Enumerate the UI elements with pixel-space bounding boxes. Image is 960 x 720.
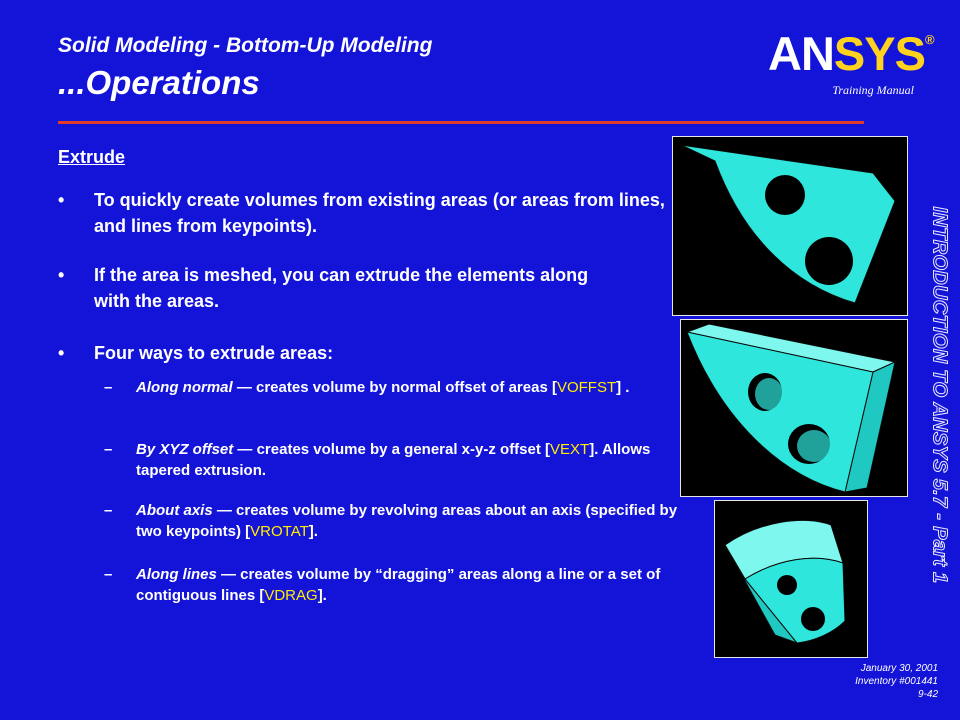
method-name: Along lines	[136, 566, 217, 583]
bullet-item	[58, 187, 668, 239]
slide-subtitle: Solid Modeling - Bottom-Up Modeling	[58, 34, 433, 57]
method-name: About axis	[136, 502, 213, 519]
dash-glyph: –	[104, 441, 113, 458]
registered-mark: ®	[924, 32, 934, 47]
command-end: ].	[317, 587, 327, 604]
dash-glyph: –	[104, 502, 113, 519]
sub-item-about-axis	[104, 500, 678, 542]
bullet-item	[58, 262, 618, 314]
command-name: VROTAT	[250, 523, 309, 540]
side-course-title	[924, 140, 954, 650]
flat-area-shape	[673, 137, 907, 315]
extruded-volume-shape	[681, 320, 907, 496]
logo-text-an: AN	[768, 27, 834, 80]
sub-item-text	[136, 439, 681, 481]
method-name: By XYZ offset	[136, 441, 234, 458]
extrude-area-image	[672, 136, 908, 316]
command-name: VEXT	[550, 441, 590, 458]
bullet-glyph: •	[58, 343, 65, 363]
side-course-title-text: INTRODUCTION TO ANSYS 5.7 - Part 1	[928, 206, 951, 584]
method-description: — creates volume by “dragging” areas along a line or a set of contiguous lines [	[136, 566, 661, 604]
bullet-text: If the area is meshed, you can extrude the elements along with the areas.	[94, 265, 589, 311]
ansys-logo	[768, 26, 934, 81]
bullet-text: Four ways to extrude areas:	[94, 343, 334, 363]
bullet-glyph: •	[58, 190, 65, 210]
bullet-text: To quickly create volumes from existing areas (or areas from lines, and lines from keypoints).	[94, 190, 665, 236]
training-manual-label: Training Manual	[832, 83, 914, 97]
section-heading: Extrude	[58, 147, 126, 167]
dash-glyph: –	[104, 566, 113, 583]
footer-inventory: Inventory #001441	[855, 676, 938, 687]
slide-footer	[780, 662, 938, 701]
dash-glyph: –	[104, 379, 113, 396]
footer-date: January 30, 2001	[860, 663, 938, 674]
revolved-volume-shape	[715, 501, 867, 657]
command-end: ] .	[616, 379, 630, 396]
command-name: VOFFST	[556, 379, 617, 396]
slide-title: ...Operations	[58, 64, 260, 101]
sub-item-along-lines	[104, 564, 674, 606]
sub-item-text	[136, 500, 681, 542]
method-description: — creates volume by normal offset of areas [	[232, 379, 557, 396]
bullet-glyph: •	[58, 265, 65, 285]
bullet-item	[58, 340, 668, 366]
command-name: VDRAG	[264, 587, 318, 604]
sub-item-text	[136, 564, 681, 606]
method-name: Along normal	[136, 379, 233, 396]
header-divider	[58, 121, 864, 124]
logo-text-sys: SYS	[833, 27, 925, 80]
method-description: — creates volume by revolving areas about an axis (specified by two keypoints) [	[136, 502, 678, 540]
method-description: — creates volume by a general x-y-z offset [	[233, 441, 551, 458]
sub-item-text	[136, 377, 681, 398]
revolved-volume-image	[714, 500, 868, 658]
extruded-volume-image	[680, 319, 908, 497]
sub-item-xyz-offset	[104, 439, 674, 481]
sub-item-along-normal	[104, 377, 674, 419]
command-end: ]. Allows tapered extrusion.	[136, 441, 651, 479]
footer-page-number: 9-42	[917, 689, 938, 700]
command-end: ].	[308, 523, 318, 540]
